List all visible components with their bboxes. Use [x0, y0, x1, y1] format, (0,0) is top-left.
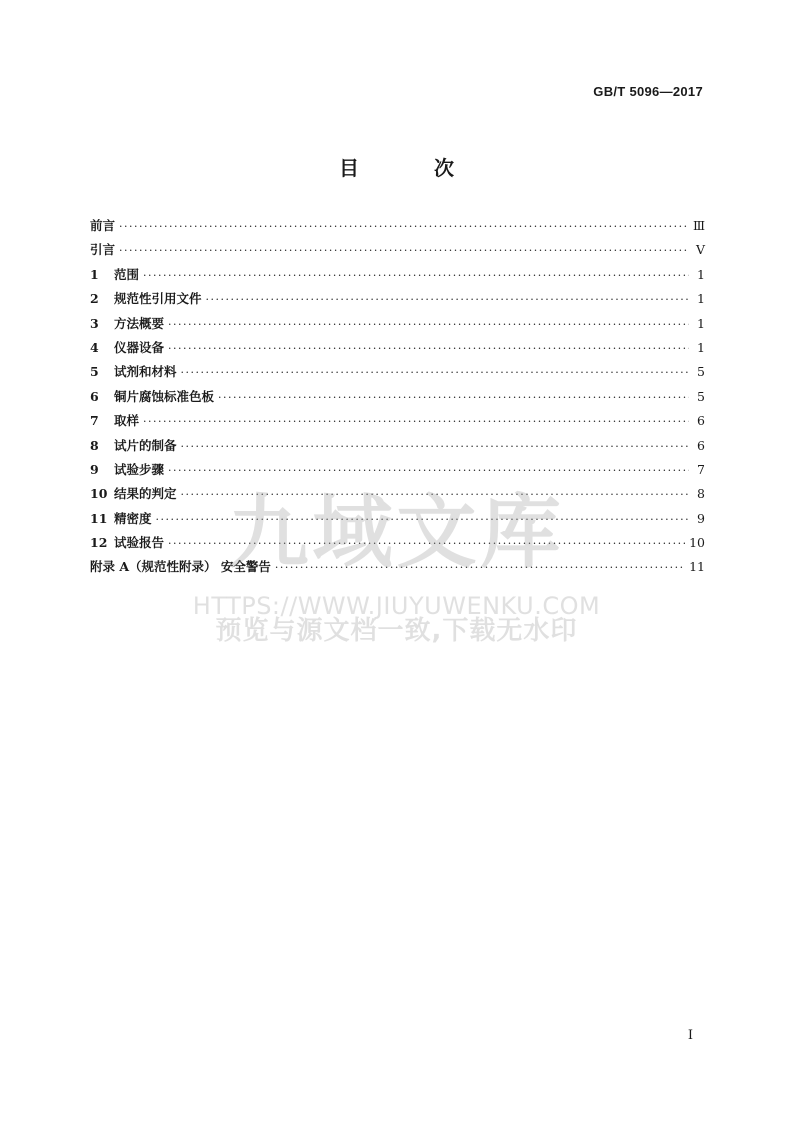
toc-entry[interactable]: [90, 557, 705, 581]
toc-entry-label: 铜片腐蚀标准色板: [114, 388, 215, 404]
toc-entry-label: 结果的判定: [114, 486, 177, 502]
toc-entry-number: 6: [90, 388, 99, 404]
toc-dot-leader: [181, 366, 689, 379]
toc-entry-page: Ⅴ: [695, 242, 705, 258]
toc-dot-leader: [119, 220, 689, 233]
toc-entry-label: 精密度: [114, 510, 152, 526]
toc-dot-leader: [143, 269, 689, 282]
toc-entry-page: 6: [697, 437, 705, 453]
toc-entry-page: Ⅲ: [692, 218, 705, 233]
toc-entry[interactable]: [90, 484, 705, 508]
toc-dot-leader: [168, 342, 689, 355]
page-title: 目 次: [339, 156, 488, 180]
toc-dot-leader: [275, 561, 685, 574]
toc-entry-number: 8: [90, 437, 99, 453]
toc-entry-label: 试片的制备: [114, 437, 177, 453]
toc-dot-leader: [168, 318, 689, 331]
toc-entry-label: 仪器设备: [114, 339, 165, 355]
toc-entry-label: 方法概要: [114, 315, 165, 331]
toc-entry[interactable]: [90, 387, 705, 411]
watermark-subtitle: 预览与源文档一致,下载无水印: [215, 616, 578, 646]
toc-dot-leader: [119, 244, 689, 257]
watermark-url: HTTPS://WWW.JIUYUWENKU.COM: [192, 592, 601, 620]
toc-dot-leader: [143, 415, 689, 428]
toc-entry-number: 11: [90, 510, 108, 526]
toc-entry[interactable]: [90, 240, 705, 264]
toc-entry-label: 试验步骤: [114, 461, 165, 477]
toc-entry-page: 8: [697, 486, 705, 502]
toc-entry-number: 10: [90, 486, 108, 502]
toc-entry-page: 1: [697, 266, 705, 282]
toc-dot-leader: [156, 513, 689, 526]
toc-entry[interactable]: [90, 509, 705, 533]
toc-entry-page: 10: [689, 535, 705, 551]
toc-entry-number: 9: [90, 461, 99, 477]
toc-entry-page: 6: [697, 413, 705, 429]
table-of-contents: [90, 216, 705, 582]
toc-entry-label: 范围: [114, 266, 140, 282]
toc-entry[interactable]: [90, 362, 705, 386]
toc-entry-page: 5: [697, 364, 705, 380]
toc-entry-page: 7: [697, 461, 705, 477]
toc-entry-number: 4: [90, 339, 99, 355]
toc-entry[interactable]: [90, 265, 705, 289]
toc-entry-number: 12: [90, 535, 108, 551]
toc-entry-page: 1: [697, 291, 705, 307]
toc-entry[interactable]: [90, 216, 705, 240]
toc-entry-page: 5: [697, 388, 705, 404]
watermark-logo-text: 九域文库: [228, 486, 565, 579]
toc-entry-number: 2: [90, 291, 99, 307]
toc-entry-label: 试验报告: [114, 535, 165, 551]
toc-dot-leader: [218, 391, 689, 404]
toc-entry-label: 引言: [90, 242, 116, 258]
toc-entry-label: 取样: [114, 413, 140, 429]
toc-dot-leader: [168, 464, 689, 477]
page-number: I: [687, 1028, 693, 1043]
toc-entry-page: 11: [689, 559, 705, 575]
toc-entry-label: 试剂和材料: [114, 364, 177, 380]
toc-entry[interactable]: [90, 314, 705, 338]
toc-dot-leader: [181, 488, 689, 501]
toc-entry-label: 规范性引用文件: [114, 291, 202, 307]
toc-entry[interactable]: [90, 289, 705, 313]
standard-code: GB/T 5096—2017: [593, 84, 703, 99]
toc-dot-leader: [181, 440, 689, 453]
toc-entry-page: 1: [697, 315, 705, 331]
toc-entry[interactable]: [90, 436, 705, 460]
toc-dot-leader: [168, 537, 685, 550]
toc-dot-leader: [206, 293, 689, 306]
toc-entry[interactable]: [90, 460, 705, 484]
toc-entry-number: 1: [90, 266, 99, 282]
toc-entry-page: 9: [697, 510, 705, 526]
toc-entry[interactable]: [90, 411, 705, 435]
toc-entry-label: 前言: [90, 218, 116, 233]
toc-entry[interactable]: [90, 338, 705, 362]
toc-entry-label: 附录 A（规范性附录） 安全警告: [90, 559, 271, 575]
toc-entry-number: 5: [90, 364, 99, 380]
toc-entry[interactable]: [90, 533, 705, 557]
toc-entry-number: 7: [90, 413, 99, 429]
toc-entry-page: 1: [697, 339, 705, 355]
toc-entry-number: 3: [90, 315, 99, 331]
